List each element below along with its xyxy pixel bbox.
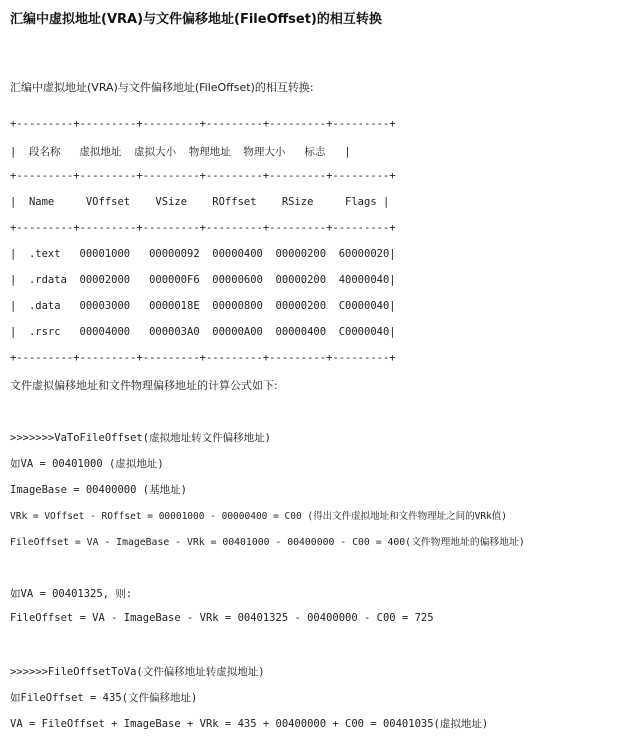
article-title: 汇编中虚拟地址(VRA)与文件偏移地址(FileOffset)的相互转换 bbox=[10, 12, 382, 27]
section1-heading: >>>>>>>VaToFileOffset(虚拟地址转文件偏移地址) bbox=[10, 432, 271, 444]
section1-line5: 如VA = 00401325, 则: bbox=[10, 588, 133, 600]
table-border-top: +---------+---------+---------+---------+---------+---------+ bbox=[10, 118, 396, 130]
table-row: | .rsrc 00004000 000003A0 00000A00 00000400 C0000040| bbox=[10, 326, 396, 338]
table-row: | .rdata 00002000 000000F6 00000600 00000200 40000040| bbox=[10, 274, 396, 286]
table-row: | .data 00003000 0000018E 00000800 00000200 C0000040| bbox=[10, 300, 396, 312]
table-border-bottom: +---------+---------+---------+---------+---------+---------+ bbox=[10, 352, 396, 364]
section1-line1: 如VA = 00401000 (虚拟地址) bbox=[10, 458, 164, 470]
section2-line1: 如FileOffset = 435(文件偏移地址) bbox=[10, 692, 198, 704]
intro-line: 汇编中虚拟地址(VRA)与文件偏移地址(FileOffset)的相互转换: bbox=[10, 81, 314, 94]
table-header-en: | Name VOffset VSize ROffset RSize Flags | bbox=[10, 196, 390, 208]
section1-line6: FileOffset = VA - ImageBase - VRk = 00401325 - 00400000 - C00 = 725 bbox=[10, 612, 434, 624]
table-border-header: +---------+---------+---------+---------+---------+---------+ bbox=[10, 170, 396, 182]
section1-line3: VRk = VOffset - ROffset = 00001000 - 00000400 = C00 (得出文件虚拟地址和文件物理址之间的VRk值) bbox=[10, 511, 508, 522]
table-row: | .text 00001000 00000092 00000400 00000200 60000020| bbox=[10, 248, 396, 260]
table-header-cn: | 段名称 虚拟地址 虚拟大小 物理地址 物理大小 标志 | bbox=[10, 146, 351, 158]
section2-line2: VA = FileOffset + ImageBase + VRk = 435 + 00400000 + C00 = 00401035(虚拟地址) bbox=[10, 718, 489, 730]
section1-line2: ImageBase = 00400000 (基地址) bbox=[10, 484, 187, 496]
section1-line4: FileOffset = VA - ImageBase - VRk = 00401000 - 00400000 - C00 = 400(文件物理地址的偏移地址) bbox=[10, 537, 525, 548]
table-border-body: +---------+---------+---------+---------+---------+---------+ bbox=[10, 222, 396, 234]
formula-intro: 文件虚拟偏移地址和文件物理偏移地址的计算公式如下: bbox=[10, 379, 278, 392]
section2-heading: >>>>>>FileOffsetToVa(文件偏移地址转虚拟地址) bbox=[10, 666, 265, 678]
